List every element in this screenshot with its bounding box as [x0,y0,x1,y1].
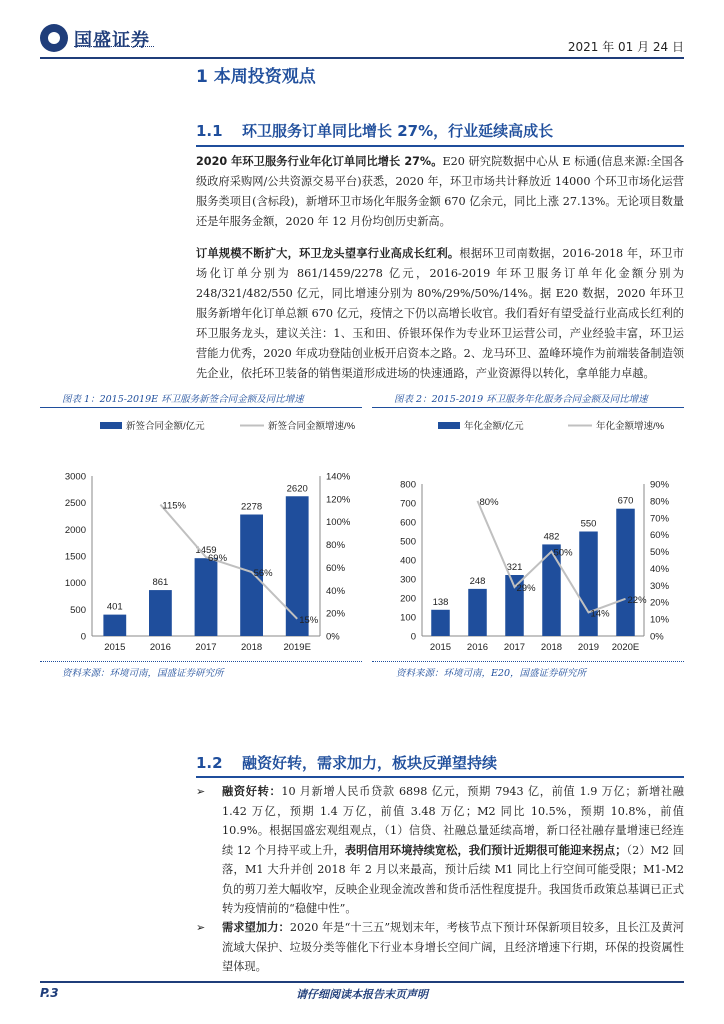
paragraph-2 [196,244,684,384]
x-tick-label: 2015 [104,642,126,653]
bar-value-label: 248 [469,575,486,587]
y-tick-label: 1500 [64,551,86,563]
brand-logo [40,24,160,52]
figure-1-source-rule [40,661,362,662]
bar [579,532,598,637]
subsection-number: 1.1 [196,122,223,140]
bullet-financing [196,782,684,919]
x-tick-label: 2016 [149,642,171,653]
bullet-emphasis: 表明信用环境持续宽松，我们预计近期很可能迎来拐点； [344,842,627,857]
subsection-title: 环卫服务订单同比增长 27%，行业延续高成长 [242,122,554,140]
arrow-bullet-icon: ➢ [196,785,206,798]
line-value-label: 69% [208,553,228,565]
bar [431,610,450,636]
y-tick-label: 2500 [64,498,86,510]
y2-tick-label: 40% [326,585,346,597]
paragraph-1 [196,152,684,232]
figure-2-source: 资料来源：环境司南，E20，国盛证券研究所 [396,668,587,679]
x-tick-label: 2017 [503,642,526,653]
y-tick-label: 1000 [64,578,86,590]
line-value-label: 50% [553,547,573,559]
x-tick-label: 2015 [429,642,452,653]
bar-value-label: 2620 [286,483,308,495]
y2-tick-label: 70% [650,513,670,525]
report-date: 2021 年 01 月 24 日 [567,40,684,54]
y-tick-label: 500 [400,536,416,548]
y-tick-label: 400 [400,555,416,567]
bar-value-label: 670 [617,495,634,507]
x-tick-label: 2018 [241,642,263,653]
line-value-label: 22% [627,594,647,606]
legend-bar-label: 新签合同金额/亿元 [126,421,205,432]
bar-value-label: 2278 [241,501,263,513]
bullet-lead: 需求望加力： [222,920,290,934]
x-tick-label: 2016 [466,642,489,653]
y-tick-label: 300 [400,574,416,586]
figure-2-source-rule [372,661,684,662]
brand-name: 国盛证券 [74,30,150,51]
arrow-bullet-icon: ➢ [196,921,206,934]
figure-2-rule [372,407,684,408]
line-value-label: 80% [479,496,499,508]
bar [149,590,172,636]
chart-1 [40,410,362,658]
y-tick-label: 500 [70,604,86,616]
bar [468,589,487,636]
footer-disclaimer: 请仔细阅读本报告末页声明 [296,988,428,1001]
logo-icon [40,24,68,52]
y2-tick-label: 100% [326,517,351,529]
bar-value-label: 138 [432,596,449,608]
logo-underline [74,46,154,50]
y2-tick-label: 60% [650,530,670,542]
y-tick-label: 600 [400,517,416,529]
y2-tick-label: 0% [650,631,664,643]
y2-tick-label: 60% [326,562,346,574]
y-tick-label: 700 [400,498,416,510]
legend-bar-swatch [438,422,460,429]
y2-tick-label: 20% [326,608,346,620]
y-tick-label: 2000 [64,524,86,536]
legend-line-label: 年化金额增速/% [596,421,665,432]
subsection-divider [196,145,684,147]
bullet-financing-text: 融资好转：10 月新增人民币贷款 6898 亿元，预期 7943 亿，前值 1.9 万亿；新增社融 1.42 万亿，预期 1.4 万亿，前值 3.48 万亿；M2 同比 10.5%，预期 10.8%，前值 10.9%。根据国盛宏观组观点，（1）信贷、社融总量延续高增，新口径社融存量增速已经连续 12 个月持平或上升，表明信用环境持续宽松，我们预计近期很可能迎来拐点；（2）M2 回落，M1 大升并创 2018 年 2 月以来最高，预计后续 M1 同比上行空间可能受限；M1-M2 负的剪刀差大幅收窄，反映企业现金流改善和货币活性程度提升。我国货币政策总基调已正式转为疫情前的“稳健中性”。 [222,784,684,915]
line-value-label: 56% [253,568,273,579]
y-tick-label: 200 [400,593,416,605]
y2-tick-label: 120% [326,494,351,506]
bullet-demand [196,918,684,977]
line-value-label: 14% [590,608,610,620]
bar-value-label: 550 [580,518,597,530]
y2-tick-label: 20% [650,597,670,609]
footer-divider [40,981,684,983]
y2-tick-label: 30% [650,580,670,592]
y-tick-label: 800 [400,479,416,491]
y2-tick-label: 40% [650,563,670,575]
figure-1-rule [40,407,362,408]
paragraph-1-lead: 2020 年环卫服务行业年化订单同比增长 27%。 [196,155,443,168]
legend-line-label: 新签合同金额增速/% [268,421,356,432]
y-tick-label: 0 [80,631,86,643]
paragraph-2-lead: 订单规模不断扩大，环卫龙头望享行业高成长红利。 [196,247,460,260]
figure-2-title: 图表 2：2015-2019 环卫服务年化服务合同金额及同比增速 [394,394,648,405]
line-value-label: 15% [299,614,319,626]
x-tick-label: 2017 [195,642,217,653]
bullet-demand-text: 需求望加力：2020 年是“十三五”规划末年，考核节点下预计环保新项目较多，且长江及黄河流域大保护、垃圾分类等催化下行业本身增长空间广阔，且经济增速下行期，环保的投资属性望体现。 [222,920,684,973]
y2-tick-label: 50% [650,547,670,559]
y2-tick-label: 0% [326,631,340,643]
y-tick-label: 100 [400,612,416,624]
x-tick-label: 2020E [611,642,640,653]
bar-value-label: 401 [106,601,123,613]
legend-bar-label: 年化金额/亿元 [464,421,524,432]
legend-bar-swatch [100,422,122,429]
header-divider [40,57,684,59]
growth-line [160,505,297,619]
bar-value-label: 861 [152,577,169,589]
y2-tick-label: 90% [650,479,670,491]
bar-value-label: 482 [543,531,560,543]
x-tick-label: 2018 [540,642,563,653]
figure-1-source: 资料来源：环境司南，国盛证券研究所 [62,668,224,679]
page-number: P.3 [40,986,59,1000]
x-tick-label: 2019 [577,642,600,653]
y-tick-label: 3000 [64,471,86,483]
y-tick-label: 0 [410,631,416,643]
bar-value-label: 1459 [195,545,217,557]
section-heading: 1 本周投资观点 [196,67,316,87]
y2-tick-label: 80% [326,540,346,552]
subsection-heading-1-2 [196,752,497,773]
figure-1-title: 图表 1：2015-2019E 环卫服务新签合同金额及同比增速 [62,394,304,405]
line-value-label: 115% [162,500,186,512]
chart-2 [372,410,684,658]
y2-tick-label: 10% [650,614,670,626]
bar [616,509,635,636]
line-value-label: 29% [516,583,536,595]
subsection-heading-1-1 [196,120,553,141]
bar-value-label: 321 [506,562,523,574]
paragraph-2-body: 根据环卫司南数据，2016-2018 年，环卫市场化订单分别为 861/1459/2278 亿元，2016-2019 年环卫服务订单年化金额分别为 248/321/482/550 亿元，同比增速分别为 80%/29%/50%/14%。据 E20 数据，2020 年环卫服务新增年化订单总额 670 亿元，疫情之下仍以高增长收官。我们看好有望受益行业高成长红利的环卫服务龙头，建议关注：1、玉和田、侨银环保作为专业环卫运营公司，产业经验丰富，环卫运营能力优秀，2020 年成功登陆创业板开启资本之路。2、龙马环卫、盈峰环境作为前端装备制造领先企业，依托环卫装备的销售渠道形成进场的快速通路，产业资源得以转化，拿单能力卓越。 [196,247,684,380]
bullet-lead: 融资好转： [222,784,282,798]
subsection-divider [196,776,684,778]
x-tick-label: 2019E [283,642,311,653]
y2-tick-label: 80% [650,496,670,508]
subsection-title: 融资好转，需求加力，板块反弹望持续 [242,754,498,772]
bar [195,558,218,636]
paragraph-1-body: E20 研究院数据中心从 E 标通(信息来源:全国各级政府采购网/公共资源交易平台)获悉，2020 年，环卫市场共计释放近 14000 个环卫市场化运营服务类项目(含标段)，新增环卫市场化年服务金额 670 亿余元，同比上涨 27.13%。无论项目数量还是年服务金额，2020 年 12 月份均创历史新高。 [196,155,684,228]
y2-tick-label: 140% [326,471,351,483]
subsection-number: 1.2 [196,754,223,772]
bar [103,615,126,636]
